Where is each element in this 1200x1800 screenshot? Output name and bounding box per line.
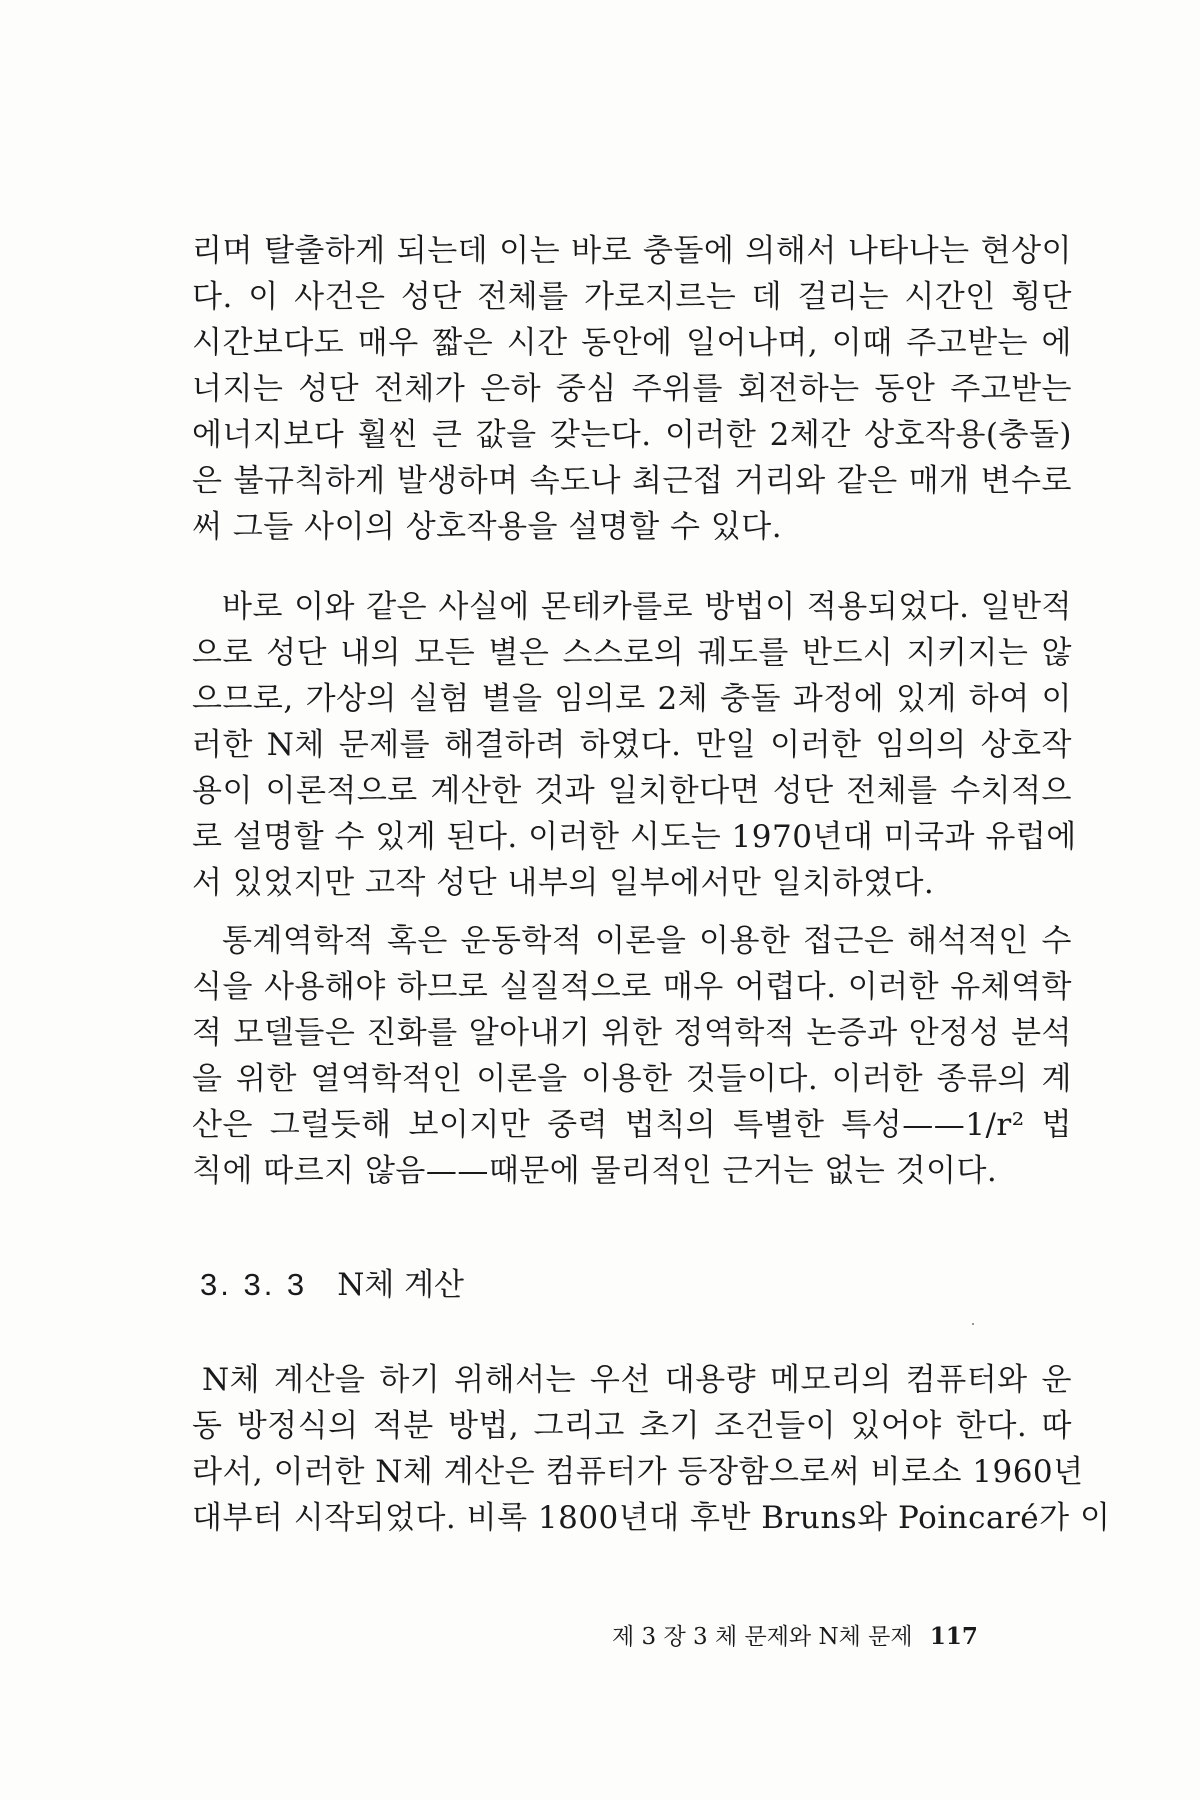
text-line: 대부터 시작되었다. 비록 1800년대 후반 Bruns와 Poincaré가 이 xyxy=(192,1500,1111,1536)
text-line: 라서, 이러한 N체 계산은 컴퓨터가 등장함으로써 비로소 1960년 xyxy=(192,1454,1084,1490)
text-line: 으로 성단 내의 모든 별은 스스로의 궤도를 반드시 지키지는 않 xyxy=(192,635,1072,671)
section-heading xyxy=(200,1260,464,1310)
text-line: 산은 그럴듯해 보이지만 중력 법칙의 특별한 특성——1/r² 법 xyxy=(192,1107,1072,1143)
paragraph-4 xyxy=(192,1357,1111,1541)
text-line: 통계역학적 혹은 운동학적 이론을 이용한 접근은 해석적인 수 xyxy=(222,923,1072,959)
text-line: 시간보다도 매우 짧은 시간 동안에 일어나며, 이때 주고받는 에 xyxy=(192,325,1072,361)
page-number: 117 xyxy=(929,1623,978,1650)
text-line: 써 그들 사이의 상호작용을 설명할 수 있다. xyxy=(192,509,783,545)
running-head: 제 3 장 3 체 문제와 N체 문제 xyxy=(612,1624,913,1650)
print-speck xyxy=(972,1323,974,1325)
text-line: 너지는 성단 전체가 은하 중심 주위를 회전하는 동안 주고받는 xyxy=(192,371,1072,407)
text-line: 칙에 따르지 않음——때문에 물리적인 근거는 없는 것이다. xyxy=(192,1153,998,1189)
text-line: 서 있었지만 고작 성단 내부의 일부에서만 일치하였다. xyxy=(192,865,935,901)
paragraph-1 xyxy=(192,228,1072,550)
text-line: 용이 이론적으로 계산한 것과 일치한다면 성단 전체를 수치적으 xyxy=(192,773,1072,809)
text-line: 로 설명할 수 있게 된다. 이러한 시도는 1970년대 미국과 유럽에 xyxy=(192,819,1077,855)
text-line: 은 불규칙하게 발생하며 속도나 최근접 거리와 같은 매개 변수로 xyxy=(192,463,1072,499)
section-title: N체 계산 xyxy=(337,1267,465,1303)
text-line: 으므로, 가상의 실험 별을 임의로 2체 충돌 과정에 있게 하여 이 xyxy=(192,681,1072,717)
text-line: 식을 사용해야 하므로 실질적으로 매우 어렵다. 이러한 유체역학 xyxy=(192,969,1072,1005)
section-number: 3. 3. 3 xyxy=(200,1267,308,1302)
page-footer xyxy=(612,1617,978,1657)
text-line: N체 계산을 하기 위해서는 우선 대용량 메모리의 컴퓨터와 운 xyxy=(202,1362,1072,1398)
paragraph-2 xyxy=(192,584,1077,906)
paragraph-3 xyxy=(192,918,1072,1194)
text-line: 바로 이와 같은 사실에 몬테카를로 방법이 적용되었다. 일반적 xyxy=(222,589,1072,625)
text-line: 러한 N체 문제를 해결하려 하였다. 만일 이러한 임의의 상호작 xyxy=(192,727,1072,763)
text-line: 에너지보다 훨씬 큰 값을 갖는다. 이러한 2체간 상호작용(충돌) xyxy=(192,417,1072,453)
text-line: 을 위한 열역학적인 이론을 이용한 것들이다. 이러한 종류의 계 xyxy=(192,1061,1072,1097)
text-line: 다. 이 사건은 성단 전체를 가로지르는 데 걸리는 시간인 횡단 xyxy=(192,279,1072,315)
text-line: 적 모델들은 진화를 알아내기 위한 정역학적 논증과 안정성 분석 xyxy=(192,1015,1072,1051)
text-line: 동 방정식의 적분 방법, 그리고 초기 조건들이 있어야 한다. 따 xyxy=(192,1408,1072,1444)
text-line: 리며 탈출하게 되는데 이는 바로 충돌에 의해서 나타나는 현상이 xyxy=(192,233,1072,269)
